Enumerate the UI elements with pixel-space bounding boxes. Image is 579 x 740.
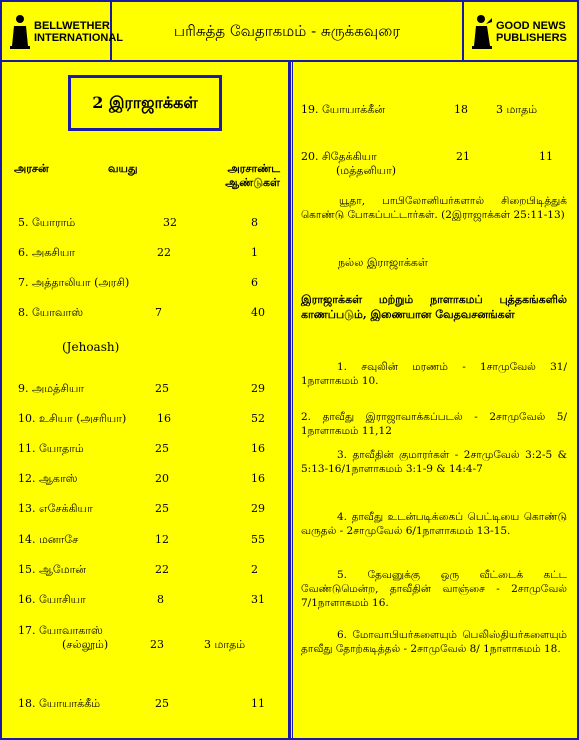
king-name: 5. யோராம் (18, 216, 76, 229)
king-name: 17. யோவாகாஸ் (18, 624, 103, 637)
book-title: 2 இராஜாக்கள் (92, 92, 198, 112)
king-alt-name: (மத்தனியா) (336, 164, 397, 177)
king-reign: 16 (251, 442, 265, 455)
king-age: 25 (155, 697, 169, 710)
king-name: 10. உசியா (அசரியா) (18, 412, 127, 425)
col-header-age: வயது (108, 162, 138, 175)
king-age: 12 (155, 533, 169, 546)
king-age: 32 (163, 216, 177, 229)
good-kings-label: நல்ல இராஜாக்கள் (338, 256, 428, 269)
parallel-item: 1. சவுலின் மரணம் - 1சாமுவேல் 31/ 1நாளாகமம் 10. (301, 361, 567, 387)
king-name: 11. யோதாம் (18, 442, 84, 455)
parallel-item: 4. தாவீது உடன்படிக்கைப் பெட்டியை கொண்டு வருதல் - 2சாமுவேல் 6/1நாளாகமம் 13-15. (301, 511, 567, 537)
bell-figure-icon (10, 14, 30, 50)
king-age: 23 (150, 638, 164, 651)
parallel-item: 2. தாவீது இராஜாவாக்கப்படல் - 2சாமுவேல் 5/ 1நாளாகமம் 11,12 (301, 411, 567, 437)
king-age: 22 (157, 246, 171, 259)
column-divider (288, 62, 291, 738)
book-title-box (68, 75, 222, 131)
king-reign: 1 (251, 246, 258, 259)
king-age: 25 (155, 382, 169, 395)
king-alt-name: (சல்லூம்) (62, 638, 109, 651)
column-divider-inner (292, 62, 293, 738)
king-name: 13. எசேக்கியா (18, 502, 93, 515)
king-reign: 2 (251, 563, 258, 576)
king-age: 7 (155, 306, 162, 319)
king-reign: 16 (251, 472, 265, 485)
good-news-logo (472, 14, 567, 50)
header-title-box (112, 2, 464, 62)
king-age: 20 (155, 472, 169, 485)
captivity-note: யூதா, பாபிலோனியர்களால் சிறைபிடித்துக் கொண்டு போகப்பட்டார்கள். (2இராஜாக்கள் 25:11-13) (301, 195, 567, 221)
king-name: 16. யோசியா (18, 593, 86, 606)
logo-left-line2: INTERNATIONAL (34, 32, 124, 44)
king-alt-name: (Jehoash) (62, 340, 120, 354)
king-reign: 29 (251, 502, 265, 515)
bellwether-logo (10, 14, 123, 50)
parallel-item: 5. தேவனுக்கு ஒரு வீட்டைக் கட்ட வேண்டுமென்ற, தாவீதின் வாஞ்சை - 2சாமுவேல் 7/1நாளாகமம் 16. (301, 569, 567, 609)
col-header-king: அரசன் (14, 162, 49, 175)
king-reign: 40 (251, 306, 265, 319)
logo-right-line2: PUBLISHERS (496, 32, 567, 44)
logo-right-line1: GOOD NEWS (496, 20, 566, 32)
header-left-logo-box (2, 2, 124, 62)
parallel-heading: இராஜாக்கள் மற்றும் நாளாகமப் புத்தகங்களில் காணப்படும், இணையான வேதவசனங்கள் (301, 293, 567, 321)
king-reign: 8 (251, 216, 258, 229)
header-right-logo-box (464, 2, 577, 62)
king-reign: 11 (539, 150, 553, 163)
king-name: 14. மனாசே (18, 533, 79, 546)
king-name: 18. யோயாக்கீம் (18, 697, 101, 710)
king-reign: 11 (251, 697, 265, 710)
king-name: 6. அகசியா (18, 246, 76, 259)
king-age: 16 (157, 412, 171, 425)
king-name: 12. ஆகாஸ் (18, 472, 78, 485)
king-name: 9. அமத்சியா (18, 382, 85, 395)
parallel-item: 6. மோவாபியர்களையும் பெலிஸ்தியர்களையும் தாவீது தோற்கடித்தல் - 2சாமுவேல் 8/ 1நாளாகமம் 18. (301, 629, 567, 655)
king-name: 8. யோவாஸ் (18, 306, 84, 319)
king-name: 19. யோயாக்கீன் (301, 103, 385, 116)
logo-left-line1: BELLWETHER (34, 20, 110, 32)
herald-figure-icon (472, 14, 492, 50)
king-reign: 52 (251, 412, 265, 425)
king-age: 22 (155, 563, 169, 576)
col-header-reign: அரசாண்ட ஆண்டுகள் (225, 162, 280, 189)
king-name: 15. ஆமோன் (18, 563, 86, 576)
king-reign: 31 (251, 593, 265, 606)
king-reign: 55 (251, 533, 265, 546)
king-age: 25 (155, 442, 169, 455)
king-age: 18 (454, 103, 468, 116)
page-title: பரிசுத்த வேதாகமம் - சுருக்கவுரை (173, 22, 401, 40)
king-reign: 3 மாதம் (496, 103, 538, 116)
king-reign: 3 மாதம் (204, 638, 246, 651)
parallel-item: 3. தாவீதின் குமாரர்கள் - 2சாமுவேல் 3:2-5 & 5:13-16/1நாளாகமம் 3:1-9 & 14:4-7 (301, 449, 567, 475)
king-age: 8 (157, 593, 164, 606)
king-name: 7. அத்தாலியா (அரசி) (18, 276, 130, 289)
king-reign: 29 (251, 382, 265, 395)
king-reign: 6 (251, 276, 258, 289)
king-age: 21 (456, 150, 470, 163)
king-name: 20. சிதேக்கியா (301, 150, 377, 163)
king-age: 25 (155, 502, 169, 515)
